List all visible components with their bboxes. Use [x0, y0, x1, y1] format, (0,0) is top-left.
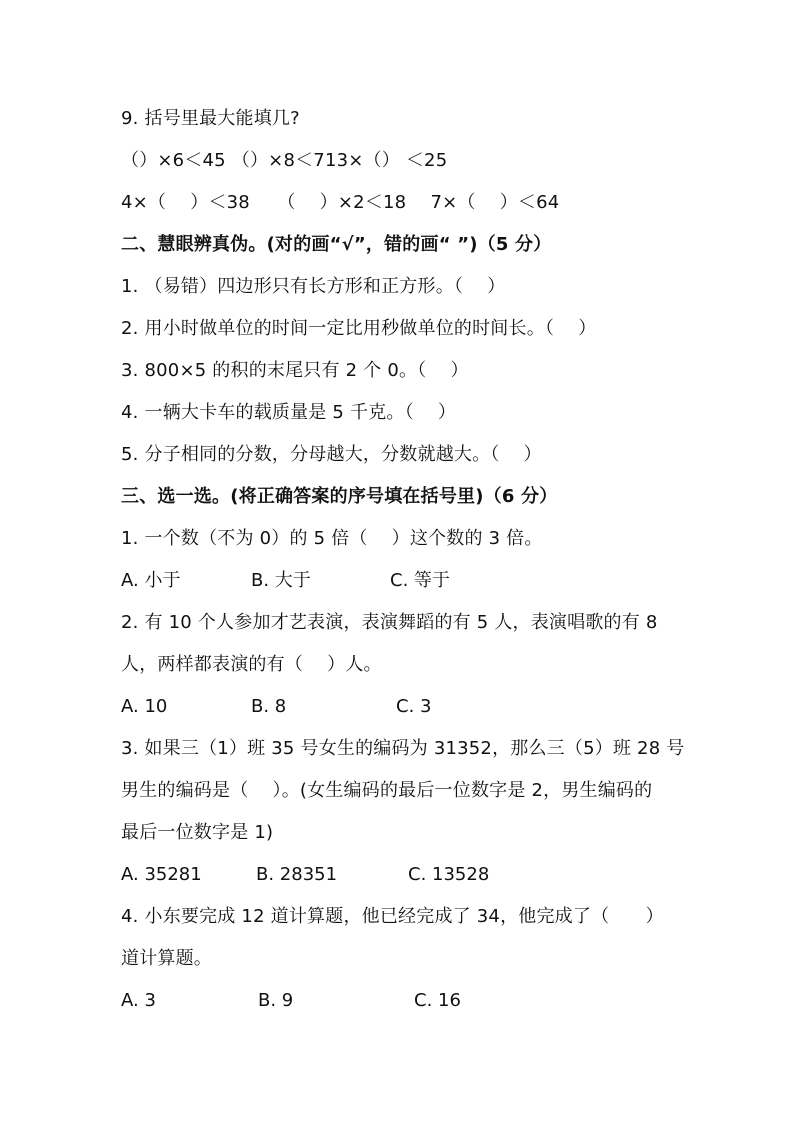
- section-3-heading: 三、选一选。(将正确答案的序号填在括号里)（6 分）: [121, 486, 558, 507]
- s3-q3-option-a: A. 35281: [121, 864, 202, 885]
- s3-q3-option-b: B. 28351: [256, 864, 338, 885]
- s3-q3-line-2: 男生的编码是（ ）。(女生编码的最后一位数字是 2，男生编码的: [121, 780, 653, 801]
- s3-q2-option-a: A. 10: [121, 696, 168, 717]
- section-2-item-2: 2. 用小时做单位的时间一定比用秒做单位的时间长。（ ）: [121, 318, 597, 339]
- s3-q4-option-a: A. 3: [121, 990, 156, 1011]
- section-2-item-1: 1. （易错）四边形只有长方形和正方形。（ ）: [121, 276, 506, 297]
- s3-q1-option-c: C. 等于: [390, 570, 451, 591]
- s3-q3-option-c: C. 13528: [408, 864, 490, 885]
- s3-q1-text: 1. 一个数（不为 0）的 5 倍（ ）这个数的 3 倍。: [121, 528, 543, 549]
- s3-q4-line-2: 道计算题。: [121, 948, 212, 969]
- s3-q4-option-c: C. 16: [414, 990, 461, 1011]
- s3-q2-option-c: C. 3: [396, 696, 432, 717]
- q9-title: 9. 括号里最大能填几?: [121, 108, 300, 129]
- q9-row-1: （）×6＜45 （）×8＜713×（） ＜25: [121, 150, 448, 171]
- s3-q1-option-b: B. 大于: [251, 570, 311, 591]
- s3-q1-option-a: A. 小于: [121, 570, 181, 591]
- s3-q4-line-1: 4. 小东要完成 12 道计算题，他已经完成了 34，他完成了（ ）: [121, 906, 664, 927]
- s3-q2-option-b: B. 8: [251, 696, 287, 717]
- s3-q2-line-2: 人，两样都表演的有（ ）人。: [121, 654, 382, 675]
- section-2-item-4: 4. 一辆大卡车的载质量是 5 千克。（ ）: [121, 402, 457, 423]
- q9-row-2: 4×（ ）＜38 （ ）×2＜18 7×（ ）＜64: [121, 192, 560, 213]
- s3-q4-option-b: B. 9: [258, 990, 294, 1011]
- section-2-heading: 二、慧眼辨真伪。(对的画“√”，错的画“ ”)（5 分）: [121, 234, 552, 255]
- s3-q3-line-3: 最后一位数字是 1): [121, 822, 274, 843]
- s3-q2-line-1: 2. 有 10 个人参加才艺表演，表演舞蹈的有 5 人，表演唱歌的有 8: [121, 612, 658, 633]
- section-2-item-5: 5. 分子相同的分数，分母越大，分数就越大。（ ）: [121, 444, 542, 465]
- s3-q3-line-1: 3. 如果三（1）班 35 号女生的编码为 31352，那么三（5）班 28 号: [121, 738, 685, 759]
- section-2-item-3: 3. 800×5 的积的末尾只有 2 个 0。（ ）: [121, 360, 469, 381]
